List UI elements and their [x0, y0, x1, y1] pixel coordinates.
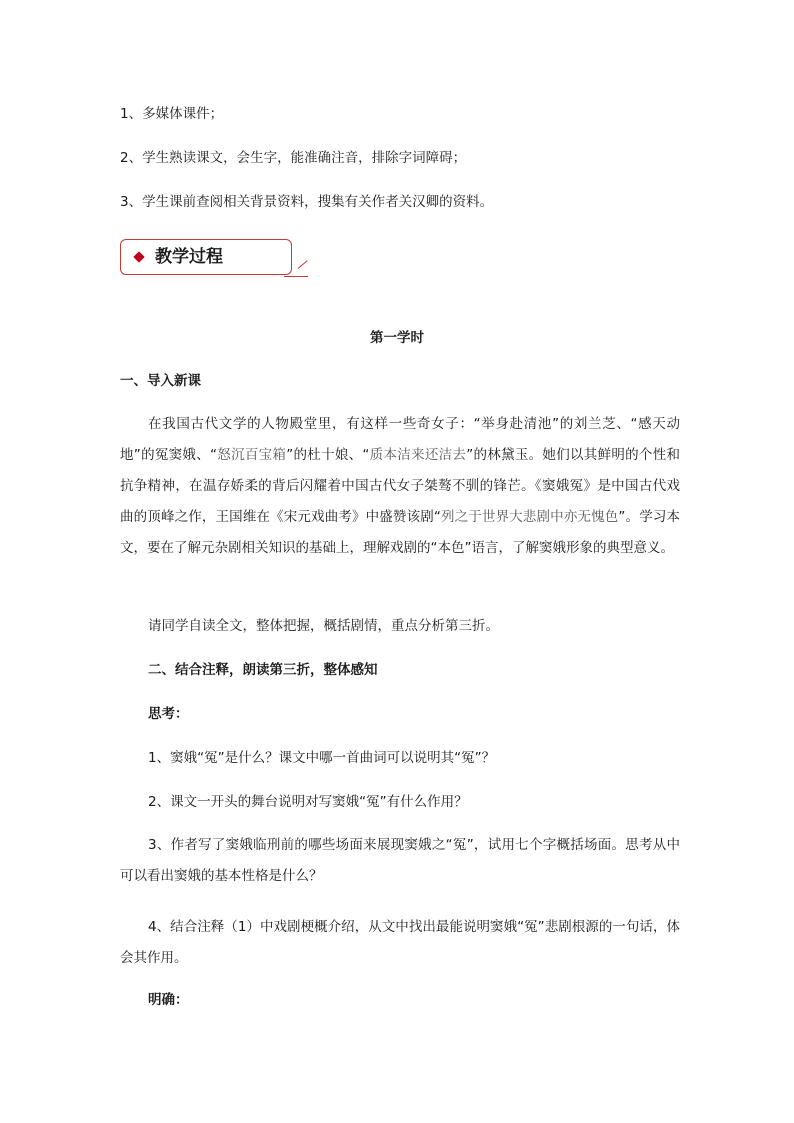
part1-heading: 一、导入新课 — [120, 373, 201, 389]
diamond-bullet-icon — [133, 251, 144, 262]
material-item-2: 2、学生熟读课文，会生字，能准确注音，排除字词障碍； — [120, 150, 467, 166]
think-label: 思考： — [148, 706, 189, 722]
instruction-text: 请同学自读全文，整体把握，概括剧情，重点分析第三折。 — [148, 618, 499, 634]
part2-heading: 二、结合注释，朗读第三折，整体感知 — [148, 662, 378, 678]
question-4: 4、结合注释（1）中戏剧梗概介绍，从文中找出最能说明窦娥“冤”悲剧根源的一句话，体会其作用。 — [120, 919, 680, 966]
material-item-1: 1、多媒体课件； — [120, 106, 224, 122]
intro-text-d: ”。学习本文，要在了解元杂剧相关知识的基础上，理解戏剧的“本色”语言，了解窦娥形象的典型意义。 — [120, 509, 681, 556]
intro-quote-2: 质本洁来还洁去 — [369, 447, 467, 463]
lesson-title: 第一学时 — [370, 330, 424, 346]
question-1: 1、窦娥“冤”是什么？课文中哪一首曲词可以说明其“冤”？ — [148, 750, 496, 766]
intro-text-a: 在我国古代文学的人物殿堂里，有这样一些奇女子：“举身赴清池”的刘兰芝、“感天动地”的冤窦娥、“ — [120, 416, 680, 463]
intro-text-b: ”的杜十娘、“ — [286, 447, 370, 463]
intro-quote-3: 列之于世界大悲剧中亦无愧色 — [440, 509, 619, 525]
section-header-tail — [284, 266, 308, 277]
clarify-label: 明确： — [148, 992, 189, 1008]
intro-paragraph — [120, 409, 680, 564]
intro-quote-1: 怒沉百宝箱 — [217, 447, 287, 463]
question-3: 3、作者写了窦娥临刑前的哪些场面来展现窦娥之“冤”，试用七个字概括场面。思考从中可以看出窦娥的基本性格是什么？ — [120, 837, 680, 884]
question-2: 2、课文一开头的舞台说明对写窦娥“冤”有什么作用？ — [148, 794, 468, 810]
intro-text-c: ”的林黛玉。她们以其鲜明的个性和抗争精神，在温存娇柔的背后闪耀着中国古代女子桀骜不驯的锋芒。《窦娥冤》是中国古代戏曲的顶峰之作，王国维在《宋元戏曲考》中盛赞该剧“ — [120, 447, 680, 525]
section-title: 教学过程 — [155, 247, 223, 267]
section-header-box — [120, 239, 292, 275]
material-item-3: 3、学生课前查阅相关背景资料，搜集有关作者关汉卿的资料。 — [120, 194, 494, 210]
